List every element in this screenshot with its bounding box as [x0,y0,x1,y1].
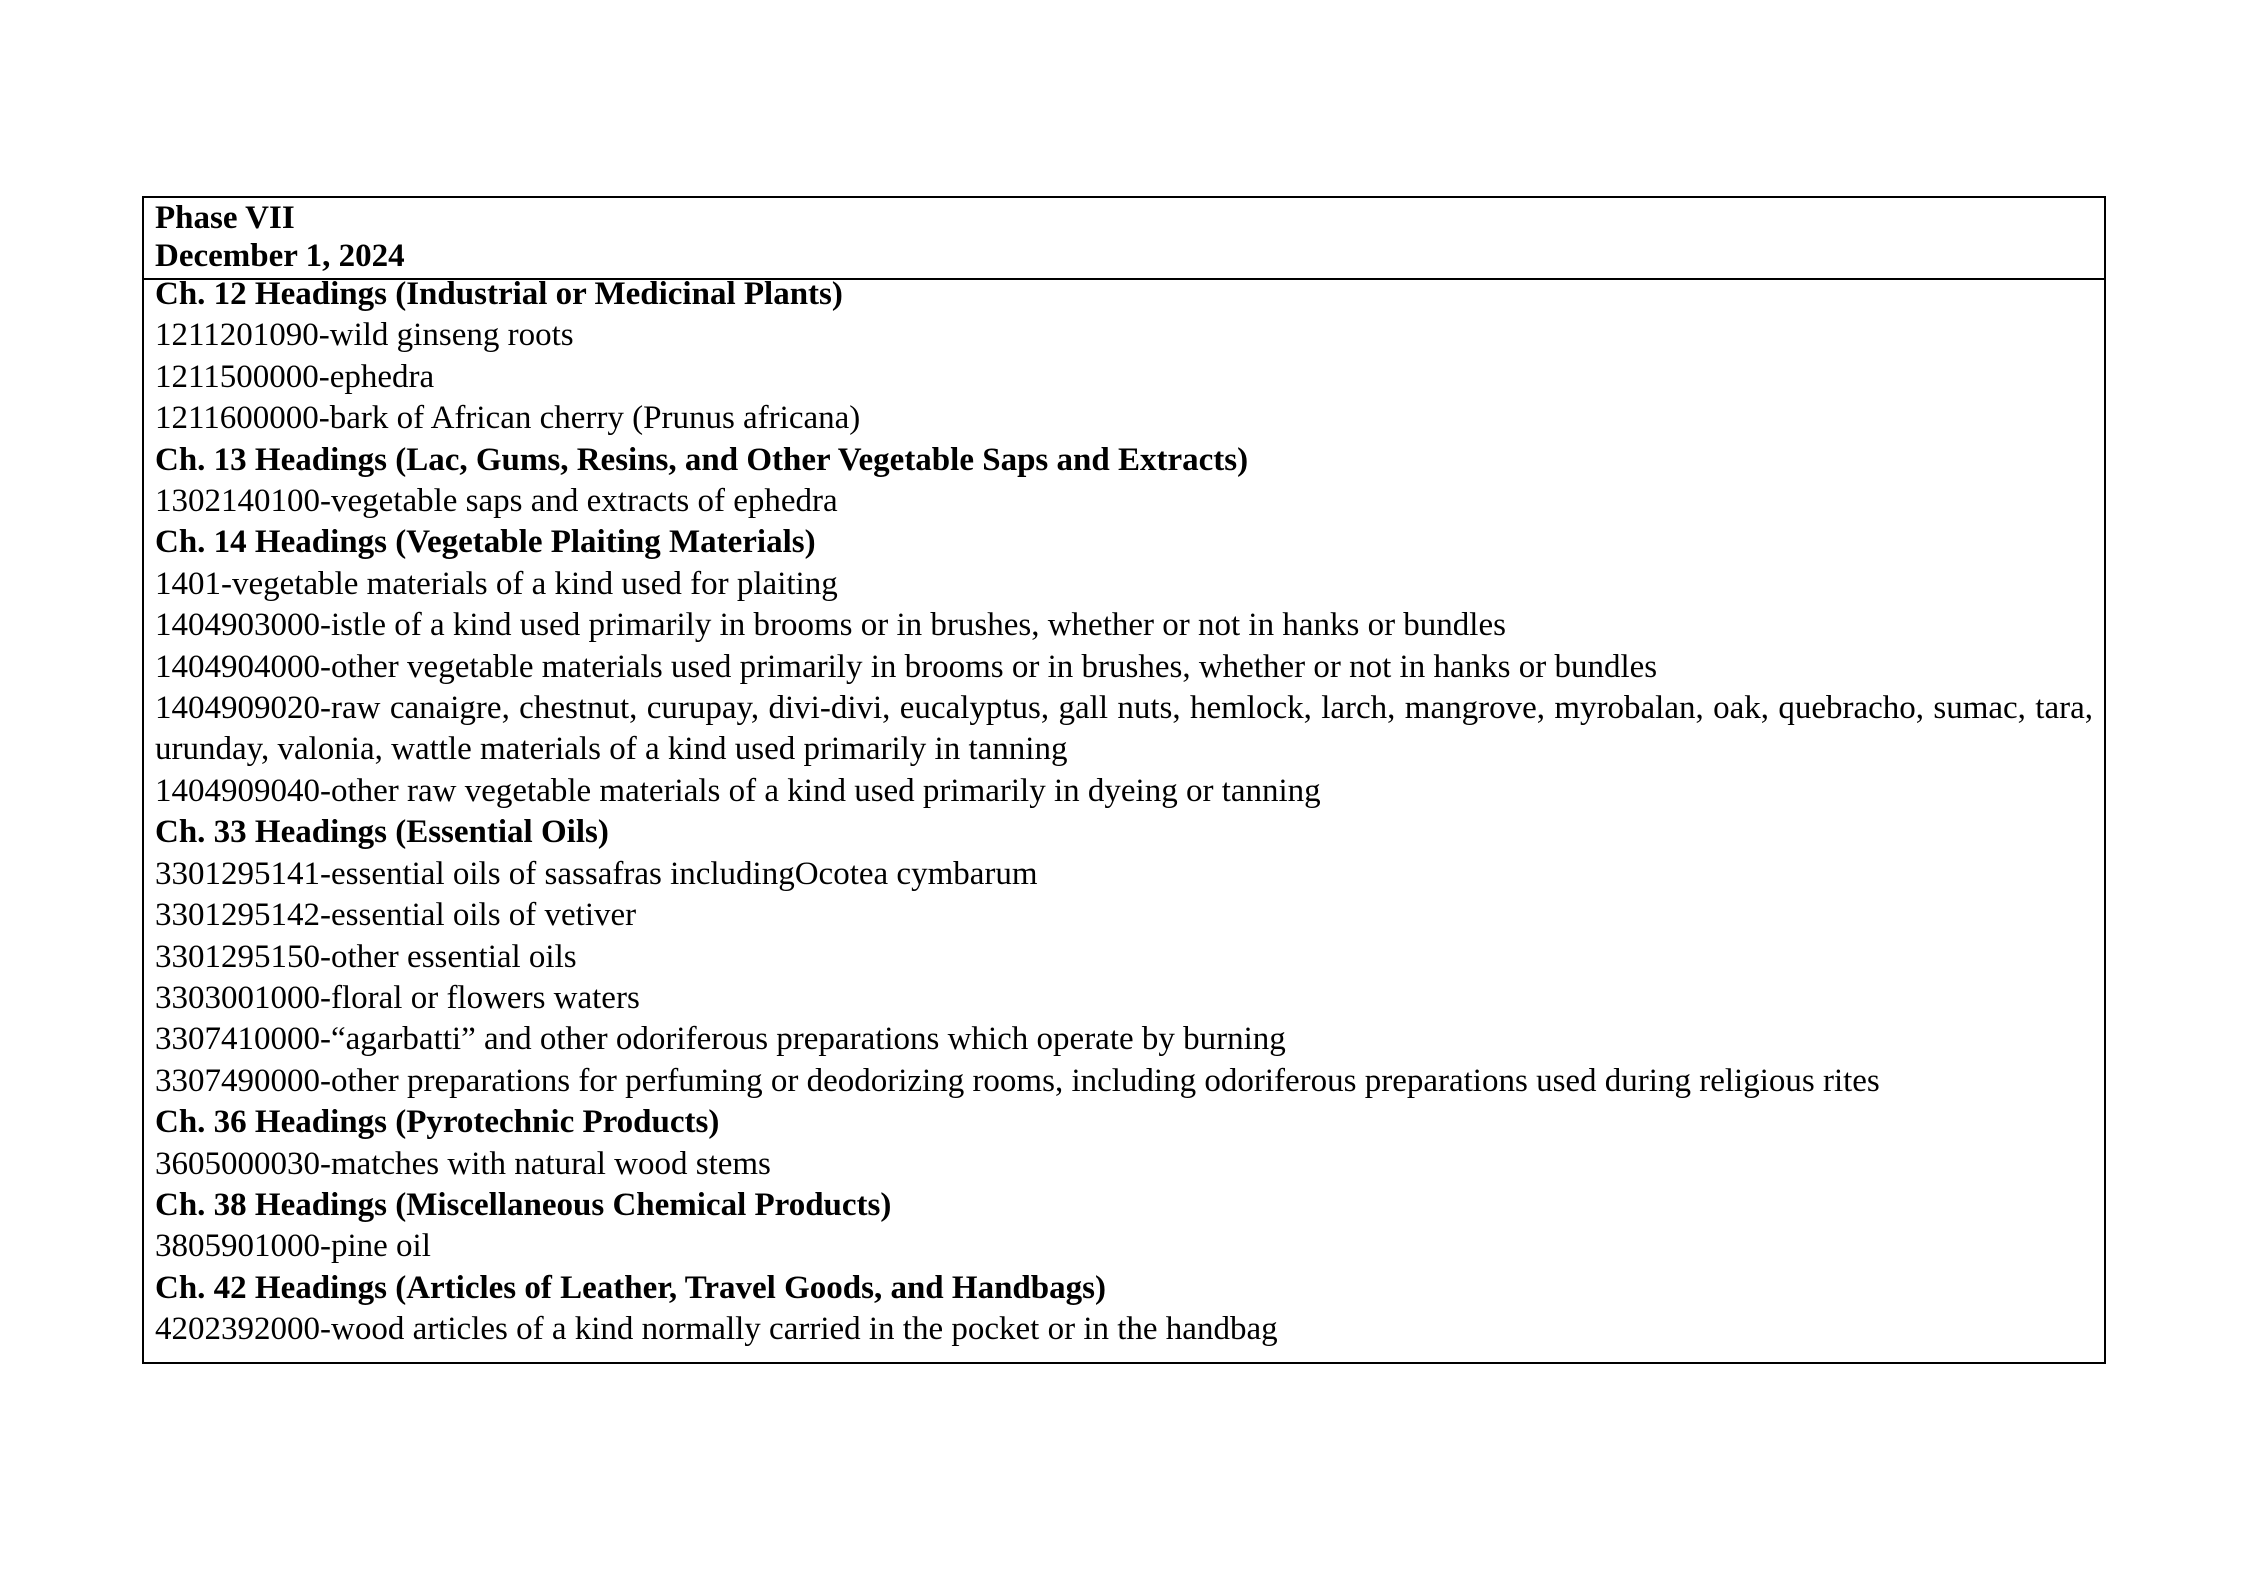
phase-schedule-table [142,196,2106,1364]
tariff-line-entry: 1401-vegetable materials of a kind used for plaiting [155,565,838,602]
section-heading: Ch. 38 Headings (Miscellaneous Chemical Products) [155,1186,892,1223]
section-heading: Ch. 33 Headings (Essential Oils) [155,814,609,851]
tariff-line-entry: 3805901000-pine oil [155,1228,431,1265]
section-heading: Ch. 12 Headings (Industrial or Medicinal Plants) [155,276,843,312]
table-body-cell [144,274,2104,1362]
section-heading: Ch. 36 Headings (Pyrotechnic Products) [155,1104,720,1141]
effective-date: December 1, 2024 [155,238,405,274]
tariff-line-entry: 1404903000-istle of a kind used primarily in brooms or in brushes, whether or not in hanks or bundles [155,607,1506,644]
tariff-line-entry: 1302140100-vegetable saps and extracts of ephedra [155,483,838,520]
tariff-line-entry: 4202392000-wood articles of a kind normally carried in the pocket or in the handbag [155,1311,1278,1348]
section-heading: Ch. 42 Headings (Articles of Leather, Travel Goods, and Handbags) [155,1269,1106,1306]
phase-title: Phase VII [155,200,295,236]
tariff-line-entry: 1211600000-bark of African cherry (Prunus africana) [155,400,861,437]
tariff-line-entry: 1211201090-wild ginseng roots [155,317,574,354]
tariff-line-entry: 1404909020-raw canaigre, chestnut, curupay, divi-divi, eucalyptus, gall nuts, hemlock, larch, mangrove, myrobalan, oak, quebracho, sumac, tara, urunday, valonia, wattle materials of a kind used primarily in tanning [155,690,2093,768]
tariff-line-entry: 3301295142-essential oils of vetiver [155,897,637,934]
tariff-line-entry: 3303001000-floral or flowers waters [155,979,640,1016]
tariff-line-entry: 1211500000-ephedra [155,358,435,395]
tariff-line-entry: 1404909040-other raw vegetable materials of a kind used primarily in dyeing or tanning [155,772,1321,809]
table-header-cell [144,198,2104,280]
tariff-line-entry: 3301295150-other essential oils [155,938,577,975]
tariff-line-entry: 3307410000-“agarbatti” and other odoriferous preparations which operate by burning [155,1021,1286,1058]
section-heading: Ch. 14 Headings (Vegetable Plaiting Materials) [155,524,816,561]
tariff-line-entry: 3605000030-matches with natural wood stems [155,1145,771,1182]
tariff-line-entry: 3301295141-essential oils of sassafras includingOcotea cymbarum [155,855,1038,892]
tariff-line-entry: 3307490000-other preparations for perfuming or deodorizing rooms, including odoriferous preparations used during religious rites [155,1062,1880,1099]
tariff-line-entry: 1404904000-other vegetable materials used primarily in brooms or in brushes, whether or not in hanks or bundles [155,648,1658,685]
section-heading: Ch. 13 Headings (Lac, Gums, Resins, and Other Vegetable Saps and Extracts) [155,441,1249,478]
